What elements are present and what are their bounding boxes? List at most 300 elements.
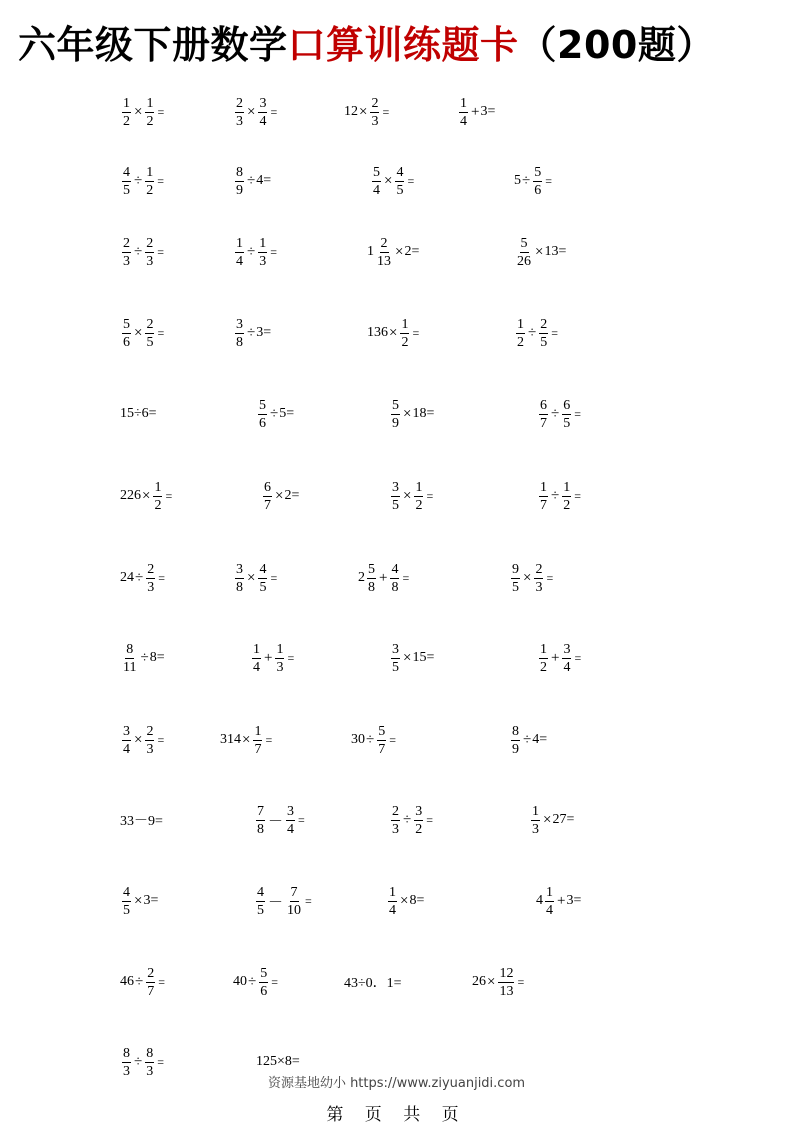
denominator: 4 xyxy=(460,113,467,129)
fraction xyxy=(391,642,400,675)
operator: ÷ xyxy=(403,811,412,828)
denominator: 6 xyxy=(534,182,542,198)
problem xyxy=(389,636,434,680)
operator: × xyxy=(134,892,143,909)
denominator: 3 xyxy=(535,579,543,595)
number-text: 43÷0．1= xyxy=(344,976,402,991)
denominator: 26 xyxy=(517,253,531,269)
operator: × xyxy=(359,103,368,120)
numerator: 3 xyxy=(287,803,295,819)
equals-sign: = xyxy=(389,732,397,747)
number-text: 8= xyxy=(409,893,425,908)
equals-sign: = xyxy=(426,488,434,503)
equals-sign: = xyxy=(157,1054,165,1069)
number-text: 3= xyxy=(566,893,582,908)
problem xyxy=(344,960,402,1004)
number-text: 125×8= xyxy=(256,1054,300,1069)
denominator: 5 xyxy=(392,497,399,513)
operator: × xyxy=(535,243,544,260)
fraction xyxy=(256,804,265,837)
equals-sign: = xyxy=(270,570,278,585)
numerator: 5 xyxy=(368,561,375,577)
numerator: 1 xyxy=(123,95,130,111)
numerator: 3 xyxy=(236,561,243,577)
numerator: 4 xyxy=(391,561,399,577)
problem xyxy=(120,230,164,274)
numerator: 1 xyxy=(254,723,262,739)
numerator: 1 xyxy=(154,479,162,495)
numerator: 2 xyxy=(236,95,243,111)
denominator: 6 xyxy=(260,983,268,999)
denominator: 3 xyxy=(371,113,379,129)
operator: ÷ xyxy=(134,172,143,189)
denominator: 4 xyxy=(389,902,396,918)
fraction xyxy=(539,642,548,675)
operator: － xyxy=(268,813,284,830)
denominator: 3 xyxy=(259,253,267,269)
equals-sign: = xyxy=(165,488,173,503)
denominator: 3 xyxy=(123,1063,130,1079)
numerator: 1 xyxy=(276,641,284,657)
fraction xyxy=(145,317,154,350)
denominator: 7 xyxy=(540,415,547,431)
operator: × xyxy=(389,324,398,341)
denominator: 4 xyxy=(373,182,380,198)
operator: + xyxy=(379,569,388,586)
problem xyxy=(256,392,294,436)
number-text: 15= xyxy=(412,650,435,665)
number-text: 3= xyxy=(143,893,159,908)
numerator: 3 xyxy=(392,641,399,657)
fraction xyxy=(539,480,548,513)
number-text: 4= xyxy=(256,173,272,188)
numerator: 12 xyxy=(499,965,514,981)
numerator: 9 xyxy=(512,561,519,577)
number-text: 136 xyxy=(367,325,388,340)
fraction xyxy=(252,642,261,675)
fraction xyxy=(122,317,131,350)
problem xyxy=(367,230,419,274)
denominator: 4 xyxy=(123,741,130,757)
numerator: 3 xyxy=(563,641,571,657)
denominator: 4 xyxy=(287,821,295,837)
equals-sign: = xyxy=(270,244,278,259)
operator: × xyxy=(523,569,532,586)
denominator: 8 xyxy=(236,334,243,350)
fraction xyxy=(391,480,400,513)
problem-row xyxy=(0,718,793,762)
numerator: 3 xyxy=(236,316,243,332)
equals-sign: = xyxy=(158,570,166,585)
equals-sign: = xyxy=(287,650,295,665)
operator: × xyxy=(242,731,251,748)
operator: ÷ xyxy=(247,243,256,260)
problem xyxy=(120,474,172,518)
operator: × xyxy=(543,811,552,828)
operator: × xyxy=(403,405,412,422)
fraction xyxy=(259,966,268,999)
equals-sign: = xyxy=(157,173,165,188)
number-text: 33－9= xyxy=(120,814,163,829)
problem-row xyxy=(0,311,793,355)
problem xyxy=(514,230,566,274)
number-text: 4 xyxy=(536,893,543,908)
numerator: 8 xyxy=(146,1045,154,1061)
numerator: 3 xyxy=(415,803,423,819)
denominator: 5 xyxy=(396,182,404,198)
operator: ÷ xyxy=(134,243,143,260)
numerator: 1 xyxy=(415,479,423,495)
problem-row xyxy=(0,90,793,134)
operator: ÷ xyxy=(366,731,375,748)
numerator: 1 xyxy=(146,164,154,180)
denominator: 7 xyxy=(378,741,386,757)
denominator: 3 xyxy=(146,741,154,757)
equals-sign: = xyxy=(270,104,278,119)
numerator: 8 xyxy=(512,723,519,739)
fraction xyxy=(253,724,262,757)
denominator: 2 xyxy=(123,113,130,129)
denominator: 5 xyxy=(563,415,571,431)
denominator: 2 xyxy=(154,497,162,513)
equals-sign: = xyxy=(382,104,390,119)
problem xyxy=(233,159,271,203)
operator: × xyxy=(247,569,256,586)
title-main: 六年级下册数学 xyxy=(18,23,288,67)
numerator: 1 xyxy=(259,235,267,251)
operator: ÷ xyxy=(135,569,144,586)
problem xyxy=(389,474,433,518)
fraction xyxy=(545,885,554,918)
numerator: 1 xyxy=(540,479,547,495)
number-text: 2= xyxy=(284,488,300,503)
operator: × xyxy=(134,324,143,341)
fraction xyxy=(395,165,404,198)
operator: × xyxy=(134,731,143,748)
numerator: 1 xyxy=(540,641,547,657)
problem xyxy=(529,798,574,842)
problem-row xyxy=(0,798,793,842)
problem xyxy=(386,879,424,923)
denominator: 5 xyxy=(540,334,548,350)
fraction xyxy=(498,966,514,999)
fraction xyxy=(388,885,397,918)
numerator: 4 xyxy=(123,884,130,900)
denominator: 4 xyxy=(259,113,267,129)
fraction xyxy=(146,966,155,999)
denominator: 3 xyxy=(276,659,284,675)
numerator: 5 xyxy=(259,397,266,413)
numerator: 7 xyxy=(257,803,264,819)
footer-page-number: 第 页 共 页 xyxy=(326,1105,467,1125)
fraction xyxy=(235,165,244,198)
operator: ÷ xyxy=(140,649,149,666)
number-text: 4= xyxy=(532,732,548,747)
numerator: 5 xyxy=(123,316,130,332)
numerator: 5 xyxy=(534,164,542,180)
denominator: 8 xyxy=(257,821,264,837)
operator: ÷ xyxy=(247,172,256,189)
denominator: 7 xyxy=(254,741,262,757)
problem xyxy=(120,311,164,355)
fraction xyxy=(367,562,376,595)
problem xyxy=(254,879,312,923)
fraction xyxy=(516,317,525,350)
numerator: 4 xyxy=(123,164,130,180)
fraction xyxy=(400,317,409,350)
denominator: 5 xyxy=(123,182,130,198)
equals-sign: = xyxy=(157,325,165,340)
numerator: 1 xyxy=(253,641,260,657)
numerator: 1 xyxy=(389,884,396,900)
fraction xyxy=(235,236,244,269)
title-count: （200题） xyxy=(518,23,715,67)
operator: × xyxy=(247,103,256,120)
fraction xyxy=(122,165,131,198)
number-text: 314 xyxy=(220,732,241,747)
fraction xyxy=(122,885,131,918)
denominator: 5 xyxy=(146,334,154,350)
denominator: 5 xyxy=(257,902,264,918)
numerator: 1 xyxy=(460,95,467,111)
problem xyxy=(367,311,419,355)
fraction xyxy=(539,398,548,431)
denominator: 4 xyxy=(546,902,553,918)
denominator: 13 xyxy=(377,253,391,269)
denominator: 3 xyxy=(236,113,243,129)
equals-sign: = xyxy=(546,570,554,585)
numerator: 1 xyxy=(401,316,409,332)
problem xyxy=(120,879,158,923)
number-text: 2= xyxy=(404,244,420,259)
problem xyxy=(457,90,495,134)
operator: × xyxy=(142,487,151,504)
problem xyxy=(220,718,272,762)
fraction xyxy=(516,236,532,269)
fraction xyxy=(122,236,131,269)
problem-row xyxy=(0,879,793,923)
title-accent: 口算训练题卡 xyxy=(287,23,519,67)
fraction xyxy=(145,165,154,198)
problem xyxy=(233,90,277,134)
problem xyxy=(120,159,164,203)
fraction xyxy=(286,885,302,918)
problem xyxy=(233,311,271,355)
denominator: 3 xyxy=(392,821,399,837)
operator: × xyxy=(403,487,412,504)
denominator: 4 xyxy=(236,253,243,269)
numerator: 5 xyxy=(378,723,386,739)
problem xyxy=(120,798,163,842)
equals-sign: = xyxy=(574,650,582,665)
fraction xyxy=(562,480,571,513)
fraction xyxy=(414,480,423,513)
numerator: 8 xyxy=(123,1045,130,1061)
operator: ÷ xyxy=(523,731,532,748)
operator: × xyxy=(400,892,409,909)
operator: ÷ xyxy=(528,324,537,341)
operator: + xyxy=(557,892,566,909)
numerator: 2 xyxy=(147,965,155,981)
fraction xyxy=(562,642,571,675)
problem xyxy=(120,718,164,762)
numerator: 6 xyxy=(540,397,547,413)
numerator: 5 xyxy=(373,164,380,180)
denominator: 2 xyxy=(563,497,571,513)
equals-sign: = xyxy=(407,173,415,188)
denominator: 2 xyxy=(401,334,409,350)
denominator: 5 xyxy=(392,659,399,675)
fraction xyxy=(258,398,267,431)
fraction xyxy=(414,804,423,837)
fraction xyxy=(539,317,548,350)
numerator: 2 xyxy=(392,803,399,819)
fraction xyxy=(235,562,244,595)
equals-sign: = xyxy=(402,570,410,585)
numerator: 3 xyxy=(259,95,267,111)
denominator: 7 xyxy=(264,497,271,513)
number-text: 15÷6= xyxy=(120,406,157,421)
denominator: 2 xyxy=(517,334,524,350)
problem xyxy=(344,90,389,134)
operator: － xyxy=(268,894,284,911)
denominator: 2 xyxy=(415,497,423,513)
problem xyxy=(120,392,157,436)
number-text: 18= xyxy=(412,406,435,421)
numerator: 2 xyxy=(146,235,154,251)
fraction xyxy=(391,804,400,837)
fraction xyxy=(153,480,162,513)
problem xyxy=(536,879,581,923)
problem-row xyxy=(0,230,793,274)
operator: × xyxy=(487,973,496,990)
equals-sign: = xyxy=(158,974,166,989)
equals-sign: = xyxy=(412,325,420,340)
denominator: 5 xyxy=(259,579,267,595)
operator: × xyxy=(134,103,143,120)
numerator: 1 xyxy=(517,316,524,332)
numerator: 5 xyxy=(520,235,528,251)
denominator: 6 xyxy=(123,334,130,350)
number-text: 27= xyxy=(552,812,575,827)
number-text: 5 xyxy=(514,173,521,188)
problem xyxy=(537,474,581,518)
operator: ÷ xyxy=(270,405,279,422)
denominator: 2 xyxy=(415,821,423,837)
numerator: 2 xyxy=(123,235,130,251)
fraction xyxy=(511,724,520,757)
numerator: 1 xyxy=(546,884,553,900)
operator: ÷ xyxy=(551,405,560,422)
operator: ÷ xyxy=(247,324,256,341)
fraction xyxy=(376,236,392,269)
fraction xyxy=(377,724,386,757)
equals-sign: = xyxy=(157,244,165,259)
fraction xyxy=(122,724,131,757)
problem xyxy=(120,636,165,680)
fraction xyxy=(235,317,244,350)
problem-row xyxy=(0,960,793,1004)
fraction xyxy=(511,562,520,595)
denominator: 3 xyxy=(146,253,154,269)
denominator: 2 xyxy=(146,182,154,198)
operator: ÷ xyxy=(248,973,257,990)
denominator: 8 xyxy=(391,579,399,595)
denominator: 5 xyxy=(512,579,519,595)
denominator: 3 xyxy=(146,1063,154,1079)
equals-sign: = xyxy=(157,732,165,747)
fraction xyxy=(122,642,137,675)
fraction xyxy=(459,96,468,129)
operator: ÷ xyxy=(135,973,144,990)
number-text: 30 xyxy=(351,732,365,747)
numerator: 2 xyxy=(380,235,388,251)
fraction xyxy=(562,398,571,431)
problem xyxy=(537,392,581,436)
fraction xyxy=(235,96,244,129)
problem xyxy=(509,556,553,600)
number-text: 3= xyxy=(480,104,496,119)
numerator: 1 xyxy=(236,235,243,251)
denominator: 9 xyxy=(392,415,399,431)
number-text: 13= xyxy=(544,244,567,259)
number-text: 12 xyxy=(344,104,358,119)
numerator: 8 xyxy=(126,641,134,657)
operator: + xyxy=(471,103,480,120)
numerator: 8 xyxy=(236,164,243,180)
numerator: 4 xyxy=(257,884,264,900)
problem xyxy=(472,960,524,1004)
problem xyxy=(514,159,552,203)
fraction xyxy=(258,96,267,129)
problem xyxy=(514,311,558,355)
problem xyxy=(389,392,434,436)
denominator: 3 xyxy=(532,821,539,837)
equals-sign: = xyxy=(517,974,525,989)
equals-sign: = xyxy=(574,488,582,503)
denominator: 7 xyxy=(540,497,547,513)
problem-row xyxy=(0,556,793,600)
problem xyxy=(261,474,299,518)
numerator: 4 xyxy=(396,164,404,180)
problem xyxy=(389,798,433,842)
denominator: 11 xyxy=(123,659,137,675)
numerator: 2 xyxy=(147,561,155,577)
denominator: 9 xyxy=(512,741,519,757)
numerator: 3 xyxy=(392,479,399,495)
problem xyxy=(250,636,294,680)
problem xyxy=(233,556,277,600)
problem xyxy=(120,90,164,134)
fraction xyxy=(370,96,379,129)
equals-sign: = xyxy=(574,406,582,421)
number-text: 5= xyxy=(279,406,295,421)
fraction xyxy=(145,724,154,757)
numerator: 5 xyxy=(260,965,268,981)
equals-sign: = xyxy=(551,325,559,340)
footer-url: 资源基地幼小 https://www.ziyuanjidi.com xyxy=(267,1076,526,1091)
number-text: 3= xyxy=(256,325,272,340)
number-text: 8= xyxy=(149,650,165,665)
fraction xyxy=(534,562,543,595)
fraction xyxy=(533,165,542,198)
operator: + xyxy=(264,649,273,666)
fraction xyxy=(145,236,154,269)
fraction xyxy=(263,480,272,513)
fraction xyxy=(390,562,399,595)
number-text: 24 xyxy=(120,570,134,585)
problem xyxy=(537,636,581,680)
